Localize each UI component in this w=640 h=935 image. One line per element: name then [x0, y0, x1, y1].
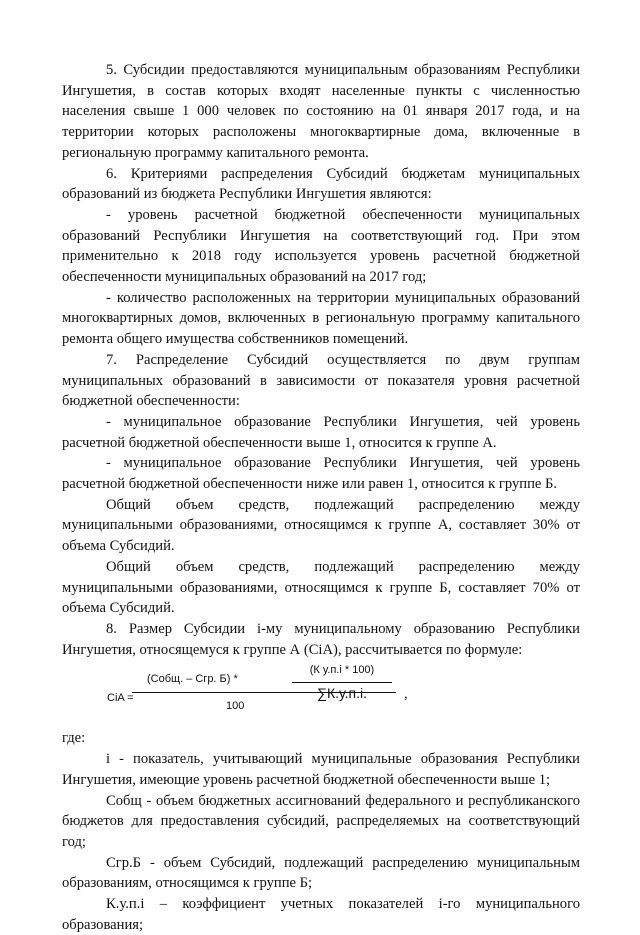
paragraph-5: 5. Субсидии предоставляются муниципальным образованиям Республики Ингушетия, в состав которых входят населенные пункты с численностью населения свыше 1 000 человек по состоянию на 01 января 2017 года, и на территории которых расположены многоквартирные дома, включенные в региональную программу капитального ремонта.	[62, 62, 580, 161]
formula-denominator: 100	[226, 700, 245, 713]
criterion-1: - уровень расчетной бюджетной обеспеченности муниципальных образований Республики Ингушетия на соответствующий год. При этом применительно к 2018 году используется уровень расчетной бюджетной обеспеченности муниципальных образований на 2017 год;	[62, 206, 580, 286]
criterion-2: - количество расположенных на территории муниципальных образований многоквартирных домов, включенных в региональную программу капитального ремонта общего имущества собственников помещений.	[62, 289, 580, 348]
where-label: где:	[62, 730, 86, 747]
group-a-rule: - муниципальное образование Республики Ингушетия, чей уровень расчетной бюджетной обеспеченности выше 1, относится к группе А.	[62, 413, 580, 451]
paragraph-7: 7. Распределение Субсидий осуществляется по двум группам муниципальных образований в зависимости от показателя уровня расчетной бюджетной обеспеченности:	[62, 351, 580, 410]
formula-fraction-bar	[132, 692, 396, 693]
group-b-rule: - муниципальное образование Республики Ингушетия, чей уровень расчетной бюджетной обеспеченности ниже или равен 1, относится к группе Б.	[62, 455, 580, 493]
subsidy-formula	[62, 666, 580, 728]
definition-kupi: К.у.п.i – коэффициент учетных показателей i-го муниципального образования;	[62, 896, 580, 933]
definition-sobsh: Собщ - объем бюджетных ассигнований федерального и республиканского бюджетов для предоставления субсидий, распределяемых на соответствующий год;	[62, 792, 580, 850]
formula-inner-denominator: ∑К.у.п.i.	[317, 685, 367, 702]
formula-inner-fraction	[292, 660, 392, 703]
group-a-share: Общий объем средств, подлежащий распределению между муниципальными образованиями, относящимся к группе А, составляет 30% от объема Субсидий.	[62, 496, 580, 555]
paragraph-6: 6. Критериями распределения Субсидий бюджетам муниципальных образований из бюджета Республики Ингушетия являются:	[62, 165, 580, 203]
formula-comma: ,	[404, 686, 408, 703]
definition-sgrb: Сгр.Б - объем Субсидий, подлежащий распределению муниципальным образованиям, относящимся к группе Б;	[62, 854, 580, 892]
paragraph-8: 8. Размер Субсидии i-му муниципальному образованию Республики Ингушетия, относящемуся к группе А (CiA), рассчитывается по формуле:	[62, 620, 580, 658]
formula-numerator: (Собщ. – Сгр. Б) *	[147, 673, 238, 686]
formula-lhs: CiA =	[107, 692, 134, 705]
document-page	[62, 60, 580, 935]
formula-inner-numerator: (К у.п.i * 100)	[292, 660, 392, 683]
definition-i: i - показатель, учитывающий муниципальные образования Республики Ингушетия, имеющие уровень расчетной бюджетной обеспеченности выше 1;	[62, 751, 580, 788]
group-b-share: Общий объем средств, подлежащий распределению между муниципальными образованиями, относящимся к группе Б, составляет 70% от объема Субсидий.	[62, 558, 580, 617]
